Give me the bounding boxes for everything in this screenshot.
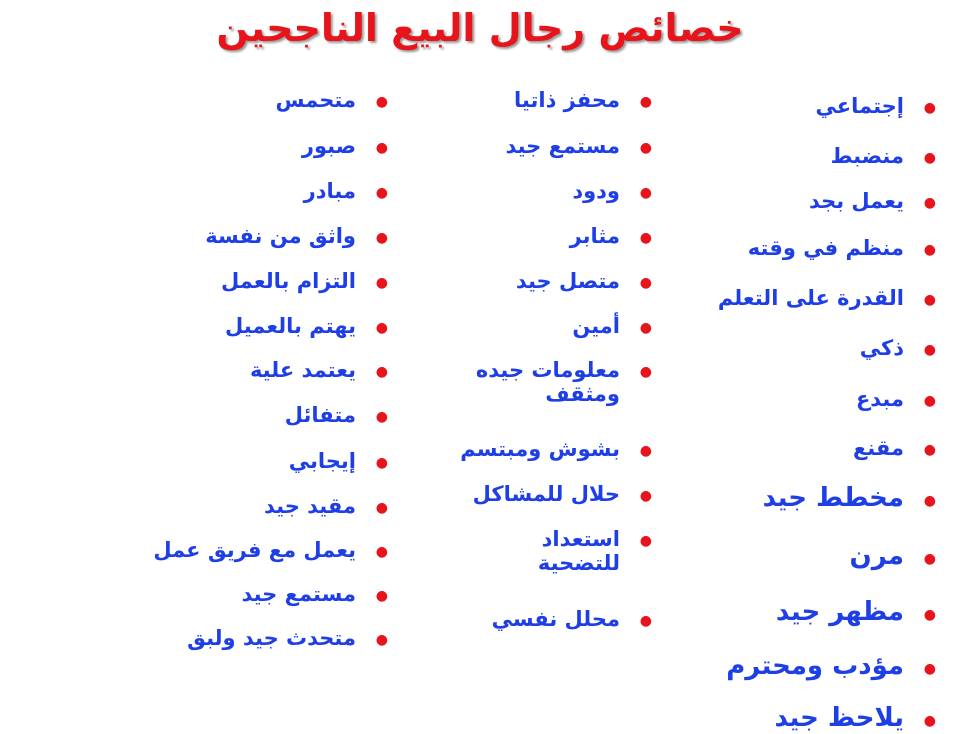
bullet-icon: ● <box>375 140 388 156</box>
list-item: ● مخطط جيد <box>762 483 936 513</box>
bullet-icon: ● <box>639 613 652 629</box>
list-item: ● يعمل مع فريق عمل <box>153 538 388 562</box>
list-item: ● يهتم بالعميل <box>224 314 388 338</box>
list-item: ● محلل نفسي <box>491 607 652 631</box>
list-item: ● منظم في وقته <box>747 236 936 260</box>
list-item: ● مثابر <box>569 224 652 248</box>
bullet-icon: ● <box>375 185 388 201</box>
list-item: ● حلال للمشاكل <box>472 482 652 506</box>
bullet-icon: ● <box>375 230 388 246</box>
list-item: ● مقيد جيد <box>264 494 388 518</box>
slide-title: خصائص رجال البيع الناجحين <box>216 6 744 50</box>
bullet-icon: ● <box>375 94 388 110</box>
bullet-icon: ● <box>375 632 388 648</box>
list-item: ● مستمع جيد <box>505 134 652 158</box>
bullet-icon: ● <box>375 275 388 291</box>
list-item: ● التزام بالعمل <box>221 269 388 293</box>
bullet-icon: ● <box>923 442 936 458</box>
bullet-icon: ● <box>639 364 652 380</box>
bullet-icon: ● <box>923 393 936 409</box>
list-item: ● أمين <box>572 314 652 338</box>
bullet-icon: ● <box>639 533 652 549</box>
list-item: ● متصل جيد <box>515 269 652 293</box>
list-item: ● صبور <box>301 134 388 158</box>
traits-column-3 <box>60 0 388 720</box>
list-item: ● القدرة على التعلم <box>717 286 936 310</box>
list-item: ● مبادر <box>303 179 388 203</box>
bullet-icon: ● <box>375 500 388 516</box>
bullet-icon: ● <box>923 713 936 729</box>
bullet-icon: ● <box>375 409 388 425</box>
bullet-icon: ● <box>923 551 936 567</box>
list-item: ● يلاحظ جيد <box>774 703 936 733</box>
bullet-icon: ● <box>923 100 936 116</box>
bullet-icon: ● <box>375 455 388 471</box>
bullet-icon: ● <box>375 320 388 336</box>
list-item: ● يعمل بجد <box>808 189 936 213</box>
list-item: ● يعتمد علية <box>249 358 388 382</box>
list-item: ● مرن <box>849 541 936 571</box>
bullet-icon: ● <box>923 493 936 509</box>
list-item: ● معلومات جيده ومثقف <box>475 358 652 407</box>
bullet-icon: ● <box>639 488 652 504</box>
list-item: ● متحمس <box>275 88 388 112</box>
bullet-icon: ● <box>639 230 652 246</box>
bullet-icon: ● <box>923 342 936 358</box>
bullet-icon: ● <box>639 185 652 201</box>
list-item: ● منضبط <box>830 144 936 168</box>
list-item: ● مقنع <box>852 436 936 460</box>
list-item: ● مستمع جيد <box>241 582 388 606</box>
list-item: ● مبدع <box>855 387 936 411</box>
bullet-icon: ● <box>375 364 388 380</box>
bullet-icon: ● <box>639 275 652 291</box>
list-item: ● إجتماعي <box>815 94 936 118</box>
list-item: ● ذكي <box>859 336 936 360</box>
bullet-icon: ● <box>923 242 936 258</box>
bullet-icon: ● <box>639 320 652 336</box>
bullet-icon: ● <box>639 140 652 156</box>
bullet-icon: ● <box>375 588 388 604</box>
bullet-icon: ● <box>639 94 652 110</box>
list-item: ● بشوش ومبتسم <box>460 437 652 461</box>
bullet-icon: ● <box>375 544 388 560</box>
bullet-icon: ● <box>923 292 936 308</box>
bullet-icon: ● <box>923 150 936 166</box>
bullet-icon: ● <box>923 607 936 623</box>
list-item: ● واثق من نفسة <box>205 224 388 248</box>
list-item: ● متحدث جيد ولبق <box>187 626 388 650</box>
bullet-icon: ● <box>923 661 936 677</box>
bullet-icon: ● <box>639 443 652 459</box>
list-item: ● ودود <box>572 179 652 203</box>
list-item: ● استعداد للتضحية <box>537 527 652 576</box>
list-item: ● محفز ذاتيا <box>514 88 652 112</box>
bullet-icon: ● <box>923 195 936 211</box>
list-item: ● مظهر جيد <box>775 597 936 627</box>
list-item: ● إيجابي <box>288 449 388 473</box>
list-item: ● متفائل <box>284 403 388 427</box>
list-item: ● مؤدب ومحترم <box>726 651 936 681</box>
